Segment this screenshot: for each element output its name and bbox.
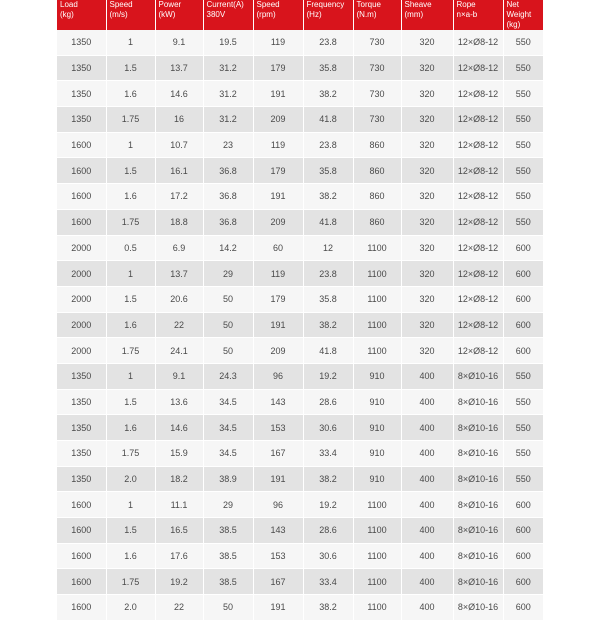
column-header (203, 0, 253, 30)
table-row (57, 286, 543, 312)
table-cell: 41.8 (303, 107, 353, 133)
table-cell: 16.5 (155, 518, 203, 544)
table-cell: 1100 (353, 312, 401, 338)
table-cell: 1100 (353, 286, 401, 312)
column-header (453, 0, 503, 30)
table-row (57, 107, 543, 133)
table-cell: 15.9 (155, 441, 203, 467)
table-cell: 23.8 (303, 261, 353, 287)
column-header-unit: 380V (206, 10, 226, 19)
table-cell: 209 (253, 209, 303, 235)
table-row (57, 158, 543, 184)
table-cell: 2000 (57, 338, 106, 364)
table-cell: 12 (303, 235, 353, 261)
table-cell: 191 (253, 312, 303, 338)
table-row (57, 261, 543, 287)
table-cell: 143 (253, 389, 303, 415)
table-cell: 600 (503, 595, 543, 621)
table-cell: 860 (353, 132, 401, 158)
table-cell: 33.4 (303, 569, 353, 595)
table-cell: 320 (401, 30, 453, 55)
table-cell: 8×Ø10-16 (453, 492, 503, 518)
table-cell: 600 (503, 338, 543, 364)
table-cell: 550 (503, 389, 543, 415)
table-cell: 50 (203, 338, 253, 364)
table-cell: 320 (401, 55, 453, 81)
table-cell: 1.75 (106, 441, 155, 467)
table-cell: 1350 (57, 30, 106, 55)
table-cell: 400 (401, 389, 453, 415)
table-cell: 400 (401, 415, 453, 441)
table-cell: 167 (253, 441, 303, 467)
table-cell: 600 (503, 235, 543, 261)
table-cell: 320 (401, 235, 453, 261)
table-cell: 320 (401, 286, 453, 312)
table-cell: 24.1 (155, 338, 203, 364)
table-row (57, 81, 543, 107)
column-header-unit: (rpm) (256, 10, 276, 19)
table-cell: 22 (155, 312, 203, 338)
table-cell: 1.75 (106, 569, 155, 595)
table-cell: 36.8 (203, 184, 253, 210)
table-cell: 320 (401, 312, 453, 338)
table-cell: 23 (203, 132, 253, 158)
table-cell: 19.5 (203, 30, 253, 55)
table-cell: 8×Ø10-16 (453, 518, 503, 544)
column-header-unit: (Hz) (306, 10, 322, 19)
table-cell: 119 (253, 261, 303, 287)
table-cell: 29 (203, 261, 253, 287)
table-cell: 1100 (353, 235, 401, 261)
table-cell: 14.6 (155, 415, 203, 441)
table-cell: 320 (401, 261, 453, 287)
table-cell: 20.6 (155, 286, 203, 312)
table-row (57, 543, 543, 569)
table-cell: 179 (253, 286, 303, 312)
table-cell: 320 (401, 209, 453, 235)
column-header (106, 0, 155, 30)
column-header-unit: n×a-b (456, 10, 478, 19)
column-header-label: Rope (456, 0, 476, 9)
table-cell: 550 (503, 81, 543, 107)
table-cell: 191 (253, 595, 303, 621)
table-cell: 1350 (57, 81, 106, 107)
table-row (57, 595, 543, 621)
column-header-label: Load (60, 0, 78, 9)
table-cell: 1350 (57, 55, 106, 81)
table-cell: 1350 (57, 363, 106, 389)
table-cell: 12×Ø8-12 (453, 235, 503, 261)
column-header-label: Speed (256, 0, 280, 9)
table-cell: 12×Ø8-12 (453, 132, 503, 158)
table-cell: 8×Ø10-16 (453, 441, 503, 467)
table-cell: 19.2 (303, 492, 353, 518)
table-cell: 550 (503, 466, 543, 492)
table-row (57, 312, 543, 338)
column-header-label: Frequency (306, 0, 345, 9)
table-cell: 167 (253, 569, 303, 595)
table-cell: 191 (253, 184, 303, 210)
table-cell: 12×Ø8-12 (453, 286, 503, 312)
table-cell: 860 (353, 209, 401, 235)
column-header (401, 0, 453, 30)
table-cell: 550 (503, 30, 543, 55)
table-cell: 320 (401, 184, 453, 210)
table-cell: 38.2 (303, 312, 353, 338)
header-row (57, 0, 543, 30)
table-cell: 550 (503, 441, 543, 467)
table-cell: 38.2 (303, 466, 353, 492)
table-cell: 13.7 (155, 55, 203, 81)
column-header-unit: (m/s) (109, 10, 128, 19)
column-header (253, 0, 303, 30)
table-cell: 400 (401, 441, 453, 467)
table-cell: 400 (401, 518, 453, 544)
table-row (57, 55, 543, 81)
table-cell: 209 (253, 107, 303, 133)
table-cell: 730 (353, 55, 401, 81)
table-cell: 550 (503, 55, 543, 81)
table-cell: 1.75 (106, 209, 155, 235)
table-cell: 320 (401, 81, 453, 107)
table-cell: 0.5 (106, 235, 155, 261)
table-cell: 96 (253, 363, 303, 389)
table-cell: 910 (353, 389, 401, 415)
table-cell: 179 (253, 158, 303, 184)
table-cell: 550 (503, 158, 543, 184)
table-cell: 1100 (353, 492, 401, 518)
table-cell: 119 (253, 132, 303, 158)
column-header (155, 0, 203, 30)
column-header-label: Power (158, 0, 182, 9)
table-cell: 320 (401, 107, 453, 133)
table-cell: 1600 (57, 543, 106, 569)
table-cell: 1350 (57, 415, 106, 441)
table-cell: 910 (353, 466, 401, 492)
table-cell: 10.7 (155, 132, 203, 158)
table-cell: 9.1 (155, 30, 203, 55)
table-row (57, 466, 543, 492)
table-cell: 8×Ø10-16 (453, 595, 503, 621)
table-cell: 1350 (57, 441, 106, 467)
table-cell: 16 (155, 107, 203, 133)
table-cell: 1100 (353, 569, 401, 595)
table-cell: 1.6 (106, 312, 155, 338)
table-cell: 38.5 (203, 543, 253, 569)
table-cell: 1.6 (106, 415, 155, 441)
table-cell: 14.2 (203, 235, 253, 261)
table-cell: 38.2 (303, 595, 353, 621)
table-cell: 12×Ø8-12 (453, 107, 503, 133)
table-cell: 96 (253, 492, 303, 518)
table-cell: 12×Ø8-12 (453, 184, 503, 210)
table-cell: 29 (203, 492, 253, 518)
table-cell: 6.9 (155, 235, 203, 261)
table-cell: 1 (106, 30, 155, 55)
table-cell: 17.2 (155, 184, 203, 210)
table-cell: 1600 (57, 209, 106, 235)
table-cell: 38.9 (203, 466, 253, 492)
table-cell: 13.7 (155, 261, 203, 287)
table-row (57, 441, 543, 467)
table-row (57, 569, 543, 595)
table-cell: 860 (353, 158, 401, 184)
table-cell: 34.5 (203, 441, 253, 467)
table-cell: 28.6 (303, 518, 353, 544)
table-row (57, 338, 543, 364)
column-header-unit: (mm) (404, 10, 424, 19)
table-cell: 9.1 (155, 363, 203, 389)
table-cell: 600 (503, 286, 543, 312)
table-row (57, 415, 543, 441)
table-cell: 1.6 (106, 543, 155, 569)
table-cell: 153 (253, 415, 303, 441)
table-cell: 41.8 (303, 338, 353, 364)
table-cell: 36.8 (203, 158, 253, 184)
table-cell: 179 (253, 55, 303, 81)
table-cell: 2000 (57, 312, 106, 338)
table-cell: 1350 (57, 466, 106, 492)
table-cell: 550 (503, 209, 543, 235)
table-cell: 910 (353, 441, 401, 467)
table-row (57, 30, 543, 55)
table-cell: 1600 (57, 595, 106, 621)
table-cell: 34.5 (203, 415, 253, 441)
table-row (57, 184, 543, 210)
table-cell: 8×Ø10-16 (453, 389, 503, 415)
table-cell: 1.6 (106, 184, 155, 210)
table-cell: 28.6 (303, 389, 353, 415)
table-cell: 23.8 (303, 30, 353, 55)
table-cell: 2.0 (106, 595, 155, 621)
table-cell: 50 (203, 595, 253, 621)
table-cell: 12×Ø8-12 (453, 312, 503, 338)
table-cell: 2.0 (106, 466, 155, 492)
table-cell: 1.5 (106, 55, 155, 81)
column-header-unit: (N.m) (356, 10, 377, 19)
table-cell: 600 (503, 312, 543, 338)
table-cell: 30.6 (303, 543, 353, 569)
table-cell: 1.75 (106, 338, 155, 364)
table-cell: 8×Ø10-16 (453, 543, 503, 569)
table-cell: 12×Ø8-12 (453, 209, 503, 235)
table-cell: 35.8 (303, 55, 353, 81)
table-row (57, 389, 543, 415)
table-cell: 143 (253, 518, 303, 544)
column-header (57, 0, 106, 30)
table-cell: 600 (503, 518, 543, 544)
table-cell: 1.5 (106, 518, 155, 544)
table-cell: 1600 (57, 158, 106, 184)
table-cell: 1100 (353, 518, 401, 544)
table-cell: 550 (503, 363, 543, 389)
table-cell: 60 (253, 235, 303, 261)
table-body (57, 30, 543, 620)
table-cell: 1.6 (106, 81, 155, 107)
table-cell: 12×Ø8-12 (453, 55, 503, 81)
table-cell: 191 (253, 466, 303, 492)
table-cell: 23.8 (303, 132, 353, 158)
table-cell: 550 (503, 415, 543, 441)
table-cell: 550 (503, 184, 543, 210)
table-cell: 1350 (57, 107, 106, 133)
table-cell: 36.8 (203, 209, 253, 235)
table-cell: 2000 (57, 261, 106, 287)
table-cell: 1100 (353, 595, 401, 621)
table-cell: 19.2 (303, 363, 353, 389)
table-cell: 550 (503, 132, 543, 158)
table-cell: 12×Ø8-12 (453, 261, 503, 287)
table-cell: 400 (401, 543, 453, 569)
table-cell: 1 (106, 492, 155, 518)
column-header (503, 0, 543, 30)
table-cell: 1.5 (106, 158, 155, 184)
spec-sheet (57, 0, 543, 621)
table-cell: 320 (401, 338, 453, 364)
column-header-unit: (kg) (60, 10, 74, 19)
table-cell: 600 (503, 261, 543, 287)
column-header-label: Net Weight (506, 0, 532, 19)
table-cell: 1100 (353, 338, 401, 364)
table-cell: 12×Ø8-12 (453, 81, 503, 107)
spec-table (57, 0, 543, 621)
table-cell: 320 (401, 132, 453, 158)
table-cell: 18.2 (155, 466, 203, 492)
table-cell: 1600 (57, 184, 106, 210)
table-cell: 14.6 (155, 81, 203, 107)
column-header-label: Current(A) (206, 0, 244, 9)
table-cell: 31.2 (203, 55, 253, 81)
column-header-label: Sheave (404, 0, 432, 9)
table-cell: 41.8 (303, 209, 353, 235)
column-header (353, 0, 401, 30)
table-cell: 400 (401, 492, 453, 518)
table-cell: 1600 (57, 492, 106, 518)
table-cell: 191 (253, 81, 303, 107)
table-cell: 30.6 (303, 415, 353, 441)
column-header-unit: (kg) (506, 20, 521, 29)
table-cell: 153 (253, 543, 303, 569)
table-cell: 35.8 (303, 286, 353, 312)
table-cell: 910 (353, 415, 401, 441)
table-cell: 34.5 (203, 389, 253, 415)
table-cell: 400 (401, 363, 453, 389)
table-cell: 8×Ø10-16 (453, 363, 503, 389)
table-cell: 1100 (353, 543, 401, 569)
table-cell: 400 (401, 595, 453, 621)
table-cell: 31.2 (203, 81, 253, 107)
table-cell: 38.2 (303, 81, 353, 107)
table-cell: 600 (503, 492, 543, 518)
table-cell: 860 (353, 184, 401, 210)
table-cell: 8×Ø10-16 (453, 569, 503, 595)
column-header-label: Speed (109, 0, 133, 9)
table-row (57, 518, 543, 544)
table-cell: 119 (253, 30, 303, 55)
column-header (303, 0, 353, 30)
table-cell: 400 (401, 466, 453, 492)
table-cell: 1350 (57, 389, 106, 415)
table-cell: 600 (503, 569, 543, 595)
table-row (57, 209, 543, 235)
table-cell: 38.2 (303, 184, 353, 210)
table-cell: 730 (353, 107, 401, 133)
table-cell: 1.5 (106, 389, 155, 415)
table-cell: 13.6 (155, 389, 203, 415)
table-cell: 12×Ø8-12 (453, 158, 503, 184)
table-cell: 1600 (57, 569, 106, 595)
table-cell: 35.8 (303, 158, 353, 184)
table-cell: 550 (503, 107, 543, 133)
table-cell: 2000 (57, 286, 106, 312)
table-cell: 320 (401, 158, 453, 184)
table-cell: 600 (503, 543, 543, 569)
table-cell: 1.5 (106, 286, 155, 312)
table-cell: 1 (106, 132, 155, 158)
table-cell: 1 (106, 363, 155, 389)
table-cell: 22 (155, 595, 203, 621)
table-row (57, 235, 543, 261)
table-cell: 31.2 (203, 107, 253, 133)
table-cell: 8×Ø10-16 (453, 466, 503, 492)
column-header-label: Torque (356, 0, 381, 9)
table-cell: 38.5 (203, 518, 253, 544)
table-cell: 209 (253, 338, 303, 364)
table-cell: 12×Ø8-12 (453, 338, 503, 364)
table-cell: 19.2 (155, 569, 203, 595)
table-row (57, 363, 543, 389)
table-cell: 50 (203, 286, 253, 312)
table-cell: 1.75 (106, 107, 155, 133)
table-cell: 2000 (57, 235, 106, 261)
table-cell: 12×Ø8-12 (453, 30, 503, 55)
table-cell: 1600 (57, 518, 106, 544)
table-cell: 17.6 (155, 543, 203, 569)
table-cell: 16.1 (155, 158, 203, 184)
table-cell: 1 (106, 261, 155, 287)
table-row (57, 492, 543, 518)
column-header-unit: (kW) (158, 10, 176, 19)
table-cell: 24.3 (203, 363, 253, 389)
table-cell: 8×Ø10-16 (453, 415, 503, 441)
table-cell: 11.1 (155, 492, 203, 518)
table-cell: 50 (203, 312, 253, 338)
table-cell: 400 (401, 569, 453, 595)
table-cell: 1100 (353, 261, 401, 287)
table-cell: 33.4 (303, 441, 353, 467)
table-cell: 910 (353, 363, 401, 389)
table-cell: 18.8 (155, 209, 203, 235)
table-cell: 730 (353, 30, 401, 55)
table-cell: 1600 (57, 132, 106, 158)
table-cell: 730 (353, 81, 401, 107)
table-cell: 38.5 (203, 569, 253, 595)
table-row (57, 132, 543, 158)
